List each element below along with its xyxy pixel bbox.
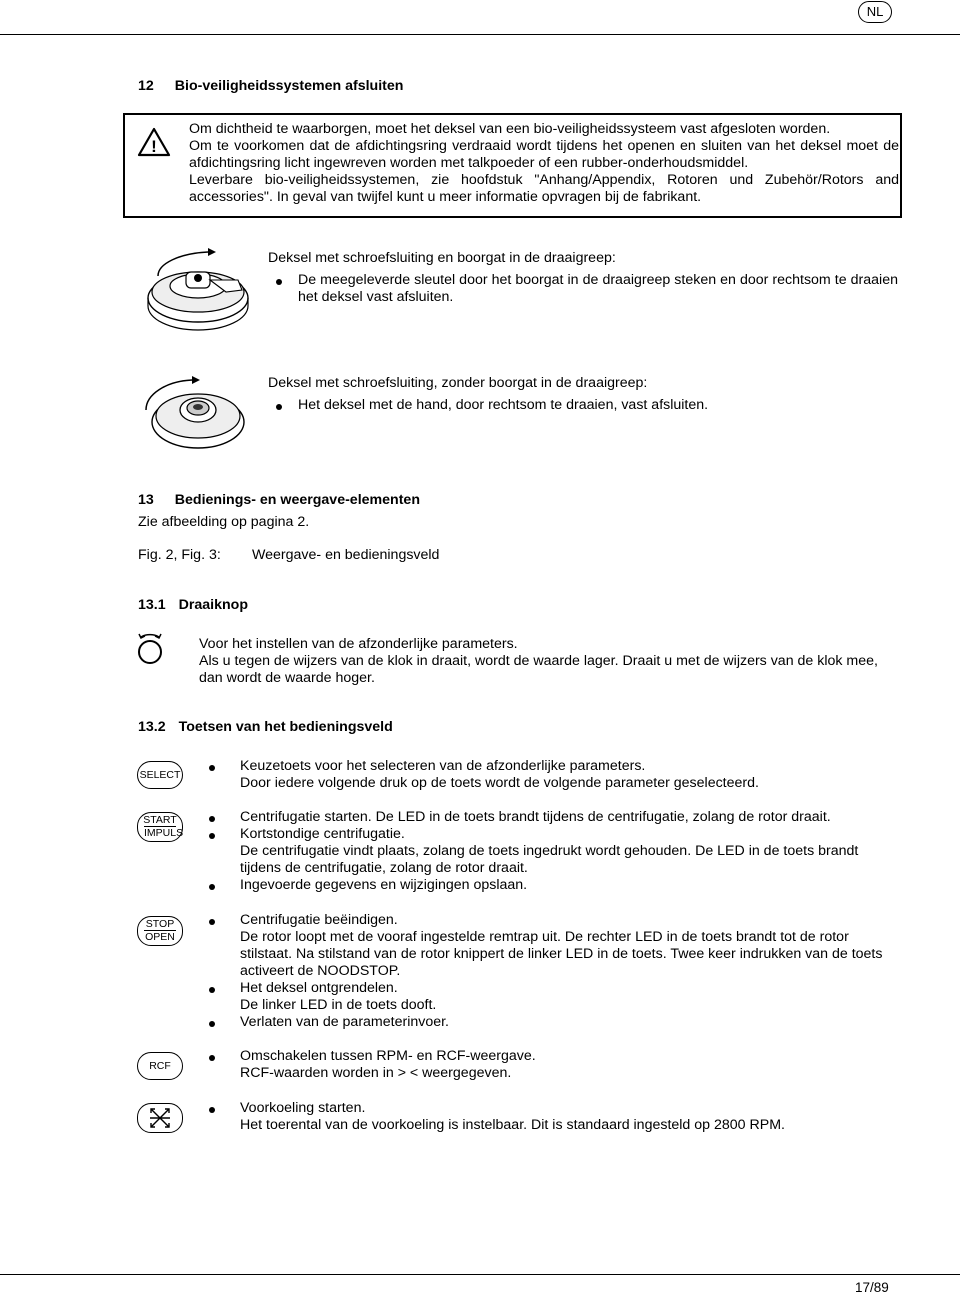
bullet (209, 1055, 215, 1061)
lid-1-instruction: De meegeleverde sleutel door het boorgat in de draaigreep steken en door rechtsom te draaien het deksel vast afsluiten. (298, 272, 898, 305)
lid-without-bore-illustration (136, 370, 256, 462)
bullet (209, 1107, 215, 1113)
start-text-5: Ingevoerde gegevens en wijzigingen opslaan. (240, 877, 528, 893)
section-number: 13.1 (138, 597, 166, 613)
snowflake-icon (138, 1104, 182, 1132)
rcf-key: RCF (137, 1052, 183, 1080)
section-number: 12 (138, 78, 154, 94)
page-number: 17/89 (855, 1280, 889, 1295)
svg-text:!: ! (151, 137, 157, 156)
stop-text-5: Het deksel ontgrendelen. (240, 980, 398, 996)
warning-triangle-icon (137, 127, 171, 157)
rcf-text-1: Omschakelen tussen RPM- en RCF-weergave. (240, 1048, 536, 1064)
stop-open-key (137, 916, 183, 946)
precool-text-1: Voorkoeling starten. (240, 1100, 366, 1116)
language-badge: NL (858, 1, 892, 23)
bullet (276, 279, 282, 285)
stop-text-3: stilstaat. Na stilstand van de rotor knippert de linker LED in de toets. Twee keer indrukken van de toets (240, 946, 883, 962)
precool-key (137, 1103, 183, 1133)
knob-text-3: dan wordt de waarde hoger. (199, 670, 375, 686)
stop-text-6: De linker LED in de toets dooft. (240, 997, 437, 1013)
section-title: Draaiknop (178, 597, 249, 613)
warning-box (123, 113, 902, 218)
section-number: 13 (138, 492, 154, 508)
rcf-text-2: RCF-waarden worden in > < weergegeven. (240, 1065, 512, 1081)
bullet (209, 1021, 215, 1027)
start-text-2: Kortstondige centrifugatie. (240, 826, 405, 842)
stop-label: STOP (145, 918, 175, 930)
bullet (209, 987, 215, 993)
section-title: Bio-veiligheidssystemen afsluiten (174, 78, 404, 94)
lid-2-instruction: Het deksel met de hand, door rechtsom te draaien, vast afsluiten. (298, 397, 709, 413)
select-text-1: Keuzetoets voor het selecteren van de afzonderlijke parameters. (240, 758, 646, 774)
figure-description: Weergave- en bedieningsveld (252, 547, 440, 563)
section-12-heading (138, 78, 403, 95)
precool-text-2: Het toerental van de voorkoeling is instelbaar. Dit is standaard ingesteld op 2800 RPM. (240, 1117, 785, 1133)
start-text-4: tijdens de centrifugatie, zolang de rotor draait. (240, 860, 528, 876)
knob-text-1: Voor het instellen van de afzonderlijke parameters. (199, 636, 518, 652)
section-13-heading (138, 492, 420, 509)
knob-text-2: Als u tegen de wijzers van de klok in draait, wordt de waarde lager. Draait u met de wijzers van de klok mee, (199, 653, 878, 669)
bullet (209, 884, 215, 890)
footer-rule (0, 1274, 960, 1275)
open-label: OPEN (145, 931, 175, 943)
warning-text-3: Leverbare bio-veiligheidssystemen, zie hoofdstuk "Anhang/Appendix, Rotoren und Zubehör/Rotors and accessories". In geval van twijfel kunt u meer informatie opvragen bij de fabrikant. (189, 172, 899, 205)
bullet (209, 765, 215, 771)
start-label: START (143, 814, 177, 826)
bullet (209, 833, 215, 839)
lid-with-bore-illustration (138, 242, 260, 336)
section-13-see: Zie afbeelding op pagina 2. (138, 514, 310, 530)
lid-1-heading: Deksel met schroefsluiting en boorgat in de draaigreep: (268, 250, 616, 266)
start-text-3: De centrifugatie vindt plaats, zolang de toets ingedrukt wordt gehouden. De LED in de toets brandt (240, 843, 859, 859)
rotary-knob-icon (136, 632, 164, 666)
stop-text-2: De rotor loopt met de vooraf ingestelde remtrap uit. De rechter LED in de toets brandt tot de rotor (240, 929, 849, 945)
stop-text-4: activeert de NOODSTOP. (240, 963, 401, 979)
start-text-1: Centrifugatie starten. De LED in de toets brandt tijdens de centrifugatie, zolang de rotor draait. (240, 809, 831, 825)
section-number: 13.2 (138, 719, 166, 735)
select-text-2: Door iedere volgende druk op de toets wordt de volgende parameter geselecteerd. (240, 775, 759, 791)
section-13-1-heading (138, 597, 248, 614)
bullet (276, 404, 282, 410)
warning-text-2: Om te voorkomen dat de afdichtingsring verdraaid wordt tijdens het openen en sluiten van het deksel moet de afdichtingsring licht ingewreven worden met talkpoeder of een rubber-onderhoudsmiddel. (189, 138, 899, 171)
section-13-2-heading (138, 719, 393, 736)
section-title: Bedienings- en weergave-elementen (174, 492, 420, 508)
select-key: SELECT (137, 761, 183, 789)
header-rule (0, 34, 960, 35)
warning-text-1: Om dichtheid te waarborgen, moet het deksel van een bio-veiligheidssysteem vast afgesloten worden. (189, 121, 831, 137)
impuls-label: IMPULS (144, 827, 184, 839)
stop-text-1: Centrifugatie beëindigen. (240, 912, 398, 928)
stop-text-7: Verlaten van de parameterinvoer. (240, 1014, 450, 1030)
start-impuls-key (137, 812, 183, 842)
bullet (209, 919, 215, 925)
bullet (209, 816, 215, 822)
figure-label: Fig. 2, Fig. 3: (138, 547, 221, 563)
section-title: Toetsen van het bedieningsveld (178, 719, 393, 735)
lid-2-heading: Deksel met schroefsluiting, zonder boorgat in de draaigreep: (268, 375, 648, 391)
